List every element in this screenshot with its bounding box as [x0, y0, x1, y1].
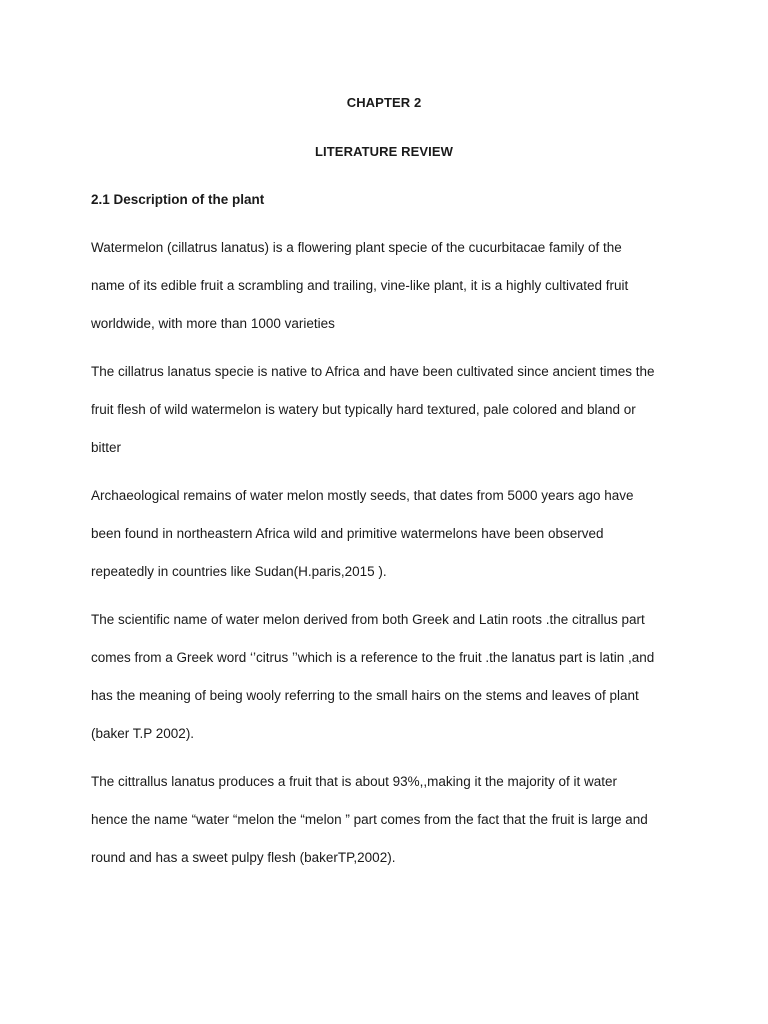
paragraph-line: hence the name “water “melon the “melon ” part comes from the fact that the fruit is large and: [91, 812, 648, 827]
section-heading: 2.1 Description of the plant: [91, 192, 265, 207]
paragraph-5: [91, 763, 691, 877]
paragraph-2: [91, 353, 691, 467]
paragraph-line: bitter: [91, 440, 122, 455]
paragraph-line: name of its edible fruit a scrambling and trailing, vine-like plant, it is a highly cultivated fruit: [91, 278, 629, 293]
paragraph-line: Archaeological remains of water melon mostly seeds, that dates from 5000 years ago have: [91, 488, 634, 503]
paragraph-line: The cillatrus lanatus specie is native to Africa and have been cultivated since ancient times the: [91, 364, 655, 379]
paragraph-line: round and has a sweet pulpy flesh (bakerTP,2002).: [91, 850, 396, 865]
paragraph-4: [91, 601, 691, 753]
paragraph-1: [91, 229, 691, 343]
paragraph-line: fruit flesh of wild watermelon is watery but typically hard textured, pale colored and bland or: [91, 402, 636, 417]
chapter-title: LITERATURE REVIEW: [315, 144, 453, 159]
paragraph-line: Watermelon (cillatrus lanatus) is a flowering plant specie of the cucurbitacae family of the: [91, 240, 622, 255]
chapter-heading: CHAPTER 2: [346, 95, 422, 110]
paragraph-3: [91, 477, 691, 591]
paragraph-line: (baker T.P 2002).: [91, 726, 195, 741]
paragraph-line: been found in northeastern Africa wild and primitive watermelons have been observed: [91, 526, 604, 541]
paragraph-line: The cittrallus lanatus produces a fruit that is about 93%,,making it the majority of it water: [91, 774, 617, 789]
paragraph-line: The scientific name of water melon derived from both Greek and Latin roots .the citrallus part: [91, 612, 645, 627]
paragraph-line: comes from a Greek word ‘’citrus ’’which is a reference to the fruit .the lanatus part is latin ,and: [91, 650, 655, 665]
paragraph-line: repeatedly in countries like Sudan(H.paris,2015 ).: [91, 564, 387, 579]
paragraph-line: has the meaning of being wooly referring to the small hairs on the stems and leaves of plant: [91, 688, 639, 703]
paragraph-line: worldwide, with more than 1000 varieties: [91, 316, 335, 331]
